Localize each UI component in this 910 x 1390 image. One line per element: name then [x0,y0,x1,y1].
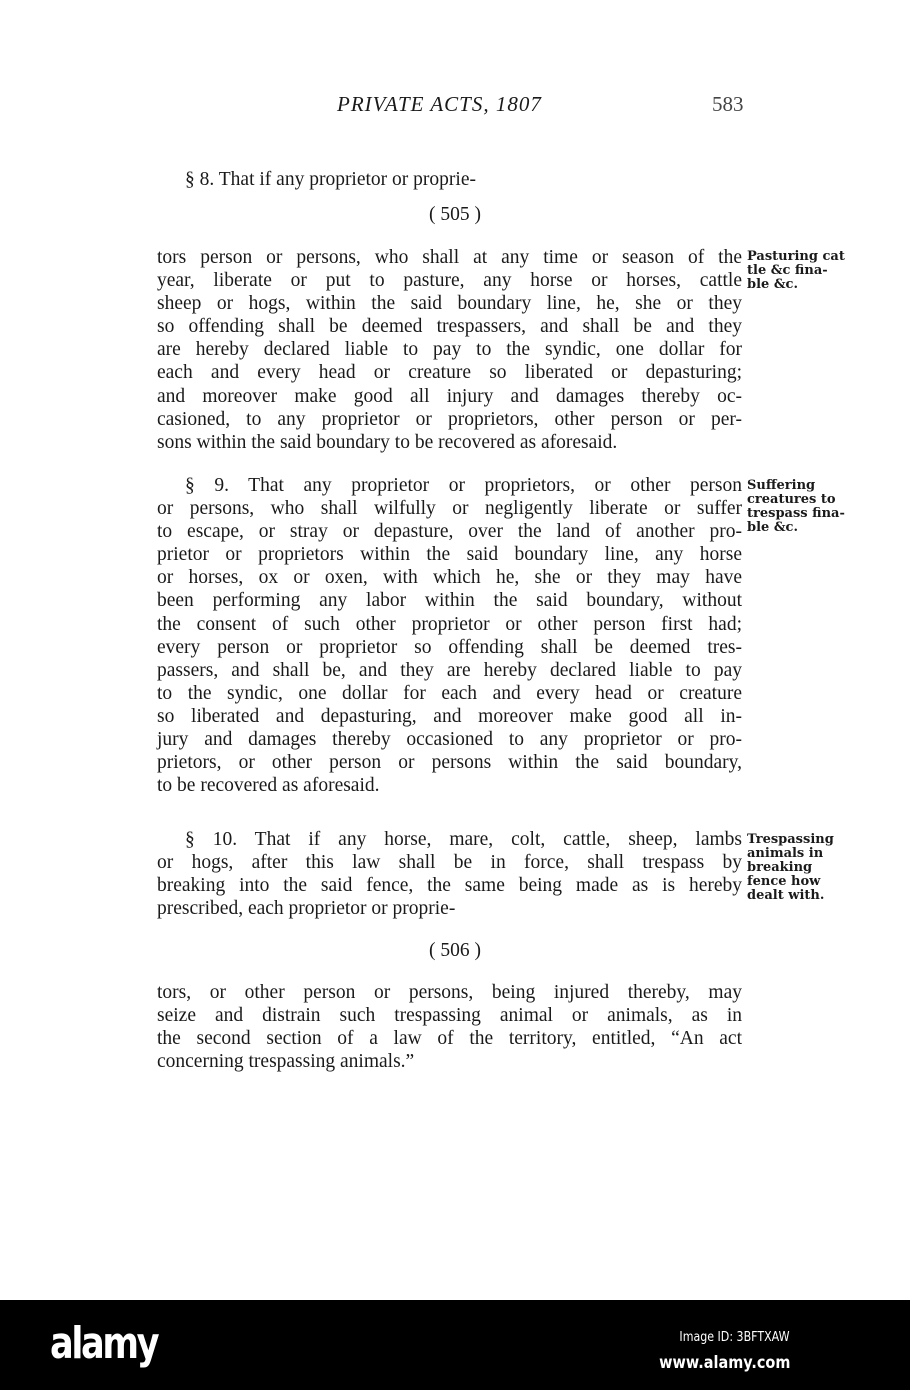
paragraph-10-continued [157,981,742,1073]
paragraph-10 [157,828,742,920]
original-page-marker-505: ( 505 ) [429,204,481,225]
text-line: concerning trespassing animals.” [157,1051,415,1073]
margin-note-line: Trespassing [747,832,834,847]
section-8-intro [157,168,742,191]
paragraph-9 [157,474,742,797]
alamy-logo: alamy [50,1318,158,1369]
text-line: to be recovered as aforesaid. [157,775,380,797]
text-line: or persons, who shall wilfully or negligently liberate or suffer [157,498,742,520]
text-line: jury and damages thereby occasioned to any proprietor or pro- [157,729,742,751]
running-title: PRIVATE ACTS, 1807 [337,92,542,116]
text-line: § 8. That if any proprietor or proprie- [185,169,476,190]
text-line: the second section of a law of the territory, entitled, “An act [157,1028,742,1050]
margin-note-line: trespass fina- [747,506,845,521]
margin-note-trespassing [747,833,857,903]
image-id: Image ID: 3BFTXAW [679,1330,790,1345]
text-line: prietors, or other person or persons within the said boundary, [157,752,742,774]
text-line: § 9. That any proprietor or proprietors, or other person [185,475,742,496]
original-page-marker-506: ( 506 ) [429,940,481,961]
text-line: to the syndic, one dollar for each and every head or creature [157,682,742,704]
text-line: to escape, or stray or depasture, over the land of another pro- [157,521,742,543]
text-line: so liberated and depasturing, and moreover make good all in- [157,705,742,727]
text-line: sons within the said boundary to be recovered as aforesaid. [157,431,618,453]
paragraph-8 [157,246,742,454]
margin-note-line: creatures to [747,492,836,507]
margin-note-line: Suffering [747,478,816,493]
text-line: every person or proprietor so offending shall be deemed tres- [157,636,742,658]
watermark-bar [0,1300,910,1390]
text-line: breaking into the said fence, the same being made as is hereby [157,875,742,897]
text-line: so offending shall be deemed trespassers, and shall be and they [157,316,742,338]
text-line: or hogs, after this law shall be in force, shall trespass by [157,852,742,874]
text-line: prescribed, each proprietor or proprie- [157,898,456,920]
text-line: seize and distrain such trespassing animal or animals, as in [157,1005,742,1027]
text-line: been performing any labor within the said boundary, without [157,590,742,612]
text-line: tors, or other person or persons, being injured thereby, may [157,982,742,1003]
page-number: 583 [712,92,744,116]
page-header [0,92,910,120]
margin-note-line: breaking [747,860,813,875]
text-line: prietor or proprietors within the said boundary line, any horse [157,544,742,566]
text-line: passers, and shall be, and they are hereby declared liable to pay [157,659,742,681]
text-line: tors person or persons, who shall at any time or season of the [157,247,742,268]
margin-note-line: dealt with. [747,888,825,903]
margin-note-line: animals in [747,846,824,861]
margin-note-line: tle &c fina- [747,263,828,278]
text-line: the consent of such other proprietor or other person first had; [157,613,742,635]
site-url: www.alamy.com [658,1353,790,1373]
margin-note-line: ble &c. [747,277,799,292]
margin-note-line: Pasturing cat [747,249,845,264]
text-line: or horses, ox or oxen, with which he, she or they may have [157,567,742,589]
margin-note-pasturing [747,250,857,292]
text-line: each and every head or creature so liberated or depasturing; [157,362,742,384]
text-line: are hereby declared liable to pay to the syndic, one dollar for [157,339,742,361]
text-line: and moreover make good all injury and damages thereby oc- [157,385,742,407]
text-line: § 10. That if any horse, mare, colt, cattle, sheep, lambs [185,829,742,850]
margin-note-suffering [747,479,857,535]
text-line: year, liberate or put to pasture, any horse or horses, cattle [157,270,742,292]
margin-note-line: ble &c. [747,520,799,535]
margin-note-line: fence how [747,874,821,889]
text-line: sheep or hogs, within the said boundary line, he, she or they [157,293,742,315]
text-line: casioned, to any proprietor or proprietors, other person or per- [157,408,742,430]
